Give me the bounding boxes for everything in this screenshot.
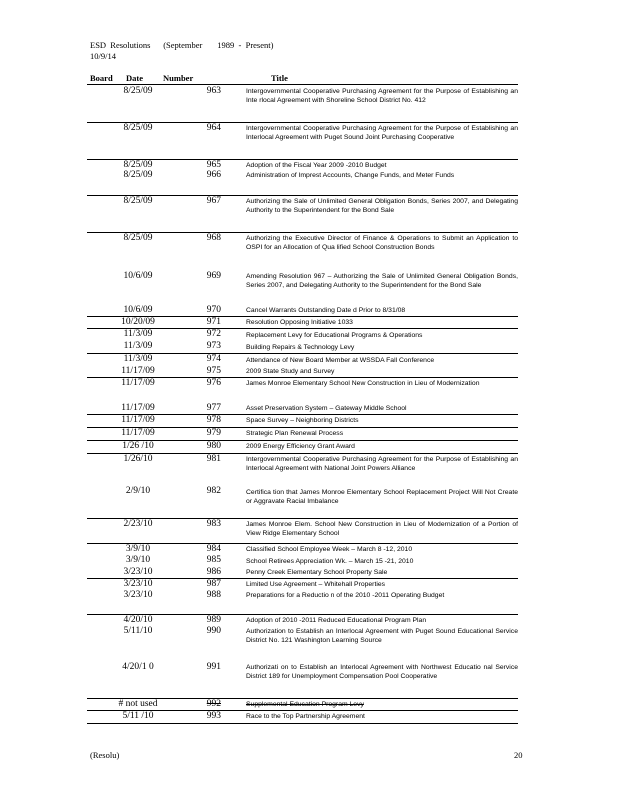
row-date: 8/25/09	[123, 123, 153, 133]
footer-label: (Resolu)	[90, 750, 120, 760]
row-number: 988	[206, 590, 221, 600]
row-number: 981	[206, 454, 221, 464]
table-row	[87, 354, 518, 366]
row-date: 4/20/1 0	[122, 662, 154, 672]
row-date: # not used	[118, 699, 158, 709]
row-number: 979	[206, 428, 221, 438]
table-row	[87, 590, 518, 615]
row-date: 11/3/09	[123, 341, 153, 351]
row-number: 973	[206, 341, 221, 351]
row-number: 985	[206, 555, 221, 565]
row-number: 992	[206, 699, 221, 709]
row-date: 3/23/10	[123, 567, 153, 577]
row-title: Race to the Top Partnership Agreement	[246, 713, 365, 720]
row-title: Authorizati on to Establish an Interlocal Agreement with Northwest Educatio nal Service District 189 for Unemployment Compensation Pool Cooperative	[246, 664, 518, 681]
row-date: 11/17/09	[121, 366, 155, 376]
row-title: James Monroe Elementary School New Construction in Lieu of Modernization	[246, 380, 480, 387]
row-date: 8/25/09	[123, 196, 153, 206]
row-number: 970	[206, 305, 221, 315]
row-title: Intergovernmental Cooperative Purchasing Agreement for the Purpose of Establishing an Inte rlocal Agreement with Shoreline School District No. 412	[246, 88, 518, 105]
row-number: 982	[206, 486, 221, 496]
table-row	[87, 428, 518, 441]
row-date: 11/3/09	[123, 329, 153, 339]
row-date: 8/25/09	[123, 170, 153, 180]
page-number: 20	[514, 750, 523, 760]
row-number: 974	[206, 354, 221, 364]
row-title: Adoption of 2010 -2011 Reduced Educational Program Plan	[246, 617, 427, 624]
table-row	[87, 486, 518, 519]
table-row	[87, 366, 518, 378]
table-row	[87, 305, 518, 317]
row-date: 3/23/10	[123, 590, 153, 600]
column-header-board: Board	[90, 73, 113, 83]
row-title: Space Survey – Neighboring Districts	[246, 417, 359, 424]
row-date: 11/17/09	[121, 403, 155, 413]
row-number: 965	[206, 160, 221, 170]
row-number: 983	[206, 519, 221, 529]
row-date: 3/23/10	[123, 579, 153, 589]
row-number: 968	[206, 233, 221, 243]
row-date: 8/25/09	[123, 233, 153, 243]
table-row	[87, 415, 518, 428]
row-title: Amending Resolution 967 – Authorizing the Sale of Unlimited General Obligation Bonds, Series 2007, and Delegating Authority to the Superintendent for the Bond Sale	[246, 273, 518, 290]
table-row	[87, 615, 518, 626]
row-number: 976	[206, 378, 221, 388]
row-number: 978	[206, 415, 221, 425]
row-title: Authorizing the Executive Director of Finance & Operations to Submit an Application to OSPI for an Allocation of Qua lified School Construction Bonds	[246, 235, 518, 252]
row-title: Building Repairs & Technology Levy	[246, 344, 355, 351]
row-title: Classified School Employee Week – March 8 -12, 2010	[246, 546, 413, 553]
row-date: 10/20/09	[121, 317, 155, 327]
row-title: Administration of Imprest Accounts, Change Funds, and Meter Funds	[246, 172, 455, 179]
row-title: Intergovernmental Cooperative Purchasing Agreement for the Purpose of Establishing an Interlocal Agreement with Puget Sound Joint Purchasing Cooperative	[246, 125, 518, 142]
row-date: 3/9/10	[125, 555, 151, 565]
row-number: 975	[206, 366, 221, 376]
row-title: Cancel Warrants Outstanding Date d Prior to 8/31/08	[246, 307, 406, 314]
table-row	[87, 699, 518, 711]
resolutions-table	[87, 86, 518, 724]
table-row	[87, 662, 518, 699]
row-date: 11/17/09	[121, 428, 155, 438]
row-number: 963	[206, 86, 221, 96]
row-title: Strategic Plan Renewal Process	[246, 430, 344, 437]
row-number: 969	[206, 271, 221, 281]
row-title: Intergovernmental Cooperative Purchasing Agreement for the Purpose of Establishing an Interlocal Agreement with National Joint Powers Alliance	[246, 456, 518, 473]
row-date: 4/20/10	[123, 615, 153, 625]
table-row	[87, 441, 518, 454]
table-row	[87, 341, 518, 354]
table-row	[87, 271, 518, 305]
row-title: 2009 Energy Efficiency Grant Award	[246, 443, 355, 450]
table-row	[87, 579, 518, 590]
document-header	[90, 40, 273, 62]
row-date: 11/17/09	[121, 378, 155, 388]
row-number: 993	[206, 711, 221, 721]
table-row	[87, 567, 518, 579]
row-number: 972	[206, 329, 221, 339]
row-title: Certifica tion that James Monroe Elementary School Replacement Project Will Not Create or Aggravate Racial Imbalance	[246, 489, 518, 506]
table-row	[87, 454, 518, 486]
row-title: Resolution Opposing Initiative 1033	[246, 319, 353, 326]
row-number: 990	[206, 626, 221, 636]
table-row	[87, 123, 518, 160]
table-row	[87, 170, 518, 196]
row-number: 964	[206, 123, 221, 133]
row-title: Attendance of New Board Member at WSSDA Fall Conference	[246, 357, 435, 364]
row-number: 977	[206, 403, 221, 413]
table-row	[87, 196, 518, 233]
row-date: 2/23/10	[123, 519, 153, 529]
row-date: 3/9/10	[125, 544, 151, 554]
table-row	[87, 711, 518, 724]
row-title: Supplemental Education Program Levy	[246, 701, 364, 708]
column-header-date: Date	[126, 73, 143, 83]
column-header-number: Number	[163, 73, 194, 83]
row-number: 980	[206, 441, 221, 451]
table-row	[87, 329, 518, 341]
row-number: 991	[206, 662, 221, 672]
table-row	[87, 403, 518, 415]
row-date: 11/17/09	[121, 415, 155, 425]
row-date: 1/26 /10	[122, 441, 154, 451]
row-number: 986	[206, 567, 221, 577]
row-number: 987	[206, 579, 221, 589]
row-title: School Retirees Appreciation Wk. – March 15 -21, 2010	[246, 558, 414, 565]
row-title: Asset Preservation System – Gateway Middle School	[246, 405, 407, 412]
row-date: 8/25/09	[123, 160, 153, 170]
row-title: 2009 State Study and Survey	[246, 368, 335, 375]
row-number: 967	[206, 196, 221, 206]
row-date: 8/25/09	[123, 86, 153, 96]
table-row	[87, 86, 518, 123]
row-date: 11/3/09	[123, 354, 153, 364]
row-number: 966	[206, 170, 221, 180]
row-title: Authorization to Establish an Interlocal Agreement with Puget Sound Educational Service District No. 121 Washington Learning Source	[246, 628, 518, 645]
row-date: 1/26/10	[123, 454, 153, 464]
header-title: ESD Resolutions (September 1989 - Present)	[90, 40, 274, 50]
row-title: Preparations for a Reductio n of the 2010 -2011 Operating Budget	[246, 592, 445, 599]
column-header-title: Title	[271, 73, 288, 83]
row-number: 989	[206, 615, 221, 625]
row-date: 2/9/10	[125, 486, 151, 496]
table-row	[87, 233, 518, 271]
row-date: 5/11 /10	[122, 711, 154, 721]
row-title: Adoption of the Fiscal Year 2009 -2010 Budget	[246, 162, 387, 169]
row-title: Replacement Levy for Educational Programs & Operations	[246, 332, 423, 339]
table-row	[87, 378, 518, 403]
row-date: 10/6/09	[123, 305, 153, 315]
row-date: 5/11/10	[123, 626, 153, 636]
row-title: Authorizing the Sale of Unlimited General Obligation Bonds, Series 2007, and Delegating Authority to the Superintendent for the Bond Sale	[246, 198, 518, 215]
row-number: 971	[206, 317, 221, 327]
row-title: James Monroe Elem. School New Construction in Lieu of Modernization of a Portion of View Ridge Elementary School	[246, 521, 518, 538]
row-title: Limited Use Agreement – Whitehall Properties	[246, 581, 386, 588]
row-number: 984	[206, 544, 221, 554]
header-rule	[87, 84, 518, 85]
table-row	[87, 626, 518, 662]
row-title: Penny Creek Elementary School Property Sale	[246, 569, 388, 576]
header-date: 10/9/14	[90, 51, 116, 61]
table-row	[87, 160, 518, 170]
row-date: 10/6/09	[123, 271, 153, 281]
table-row	[87, 555, 518, 567]
table-row	[87, 544, 518, 555]
table-row	[87, 317, 518, 329]
table-row	[87, 519, 518, 544]
